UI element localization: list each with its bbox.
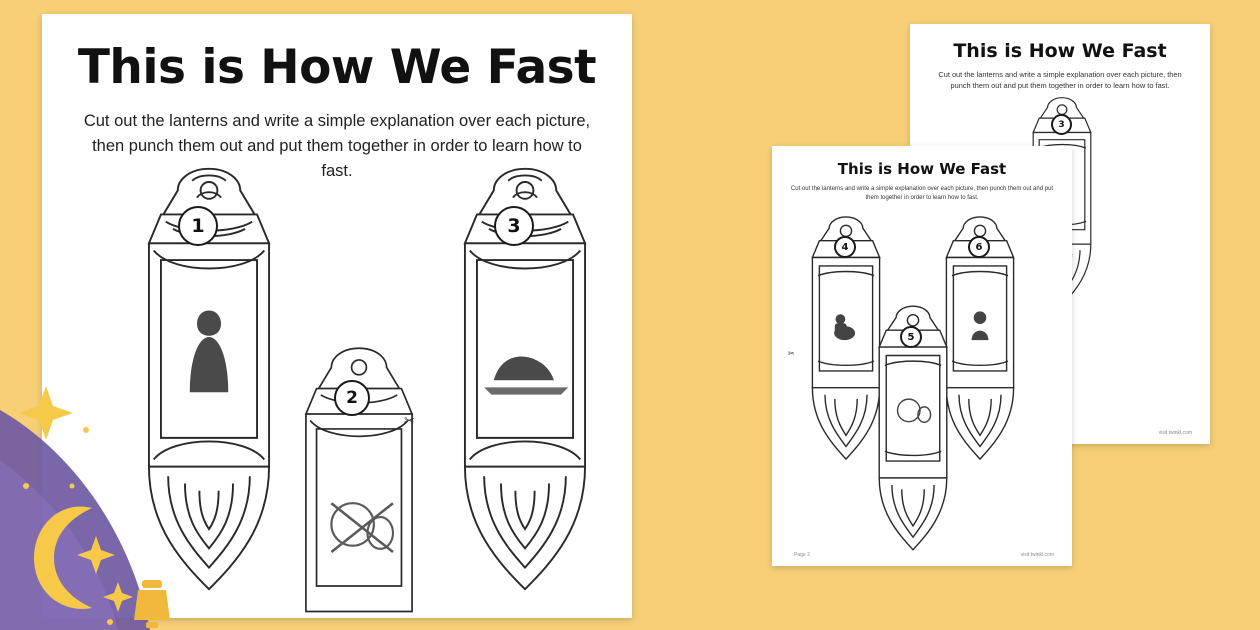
page-title: This is How We Fast: [837, 160, 1007, 178]
lantern-number-badge: 1: [178, 206, 218, 246]
sheet-footer-page: Page 2: [794, 552, 810, 558]
lantern-piece-3[interactable]: [404, 164, 630, 594]
lantern-number-badge: 3: [1051, 114, 1072, 135]
scissors-icon: ✂: [788, 349, 795, 358]
lantern-number-badge: 5: [900, 326, 922, 348]
worksheet-page-1[interactable]: [42, 14, 632, 618]
worksheet-page-2[interactable]: [772, 146, 1072, 566]
scissors-icon: ✂: [404, 413, 415, 428]
lantern-number-badge: 4: [834, 236, 856, 258]
page-instructions: Cut out the lanterns and write a simple explanation over each picture, then punch them out and put them together in order to learn how to fast.: [83, 112, 591, 180]
page-instructions: Cut out the lanterns and write a simple explanation over each picture, then punch them out and put them together in order to learn how to fast.: [938, 70, 1182, 90]
sheet-footer-credit: visit twinkl.com: [1158, 430, 1192, 436]
page-title: This is How We Fast: [77, 40, 597, 95]
lantern-number-badge: 2: [334, 380, 370, 416]
page-instructions: Cut out the lanterns and write a simple explanation over each picture, then punch them out and put them together in order to learn how to fast.: [790, 186, 1054, 201]
lantern-number-badge: 6: [968, 236, 990, 258]
page-title: This is How We Fast: [953, 40, 1167, 62]
lantern-number-badge: 3: [494, 206, 534, 246]
sheet-footer-credit: visit twinkl.com: [1020, 552, 1054, 558]
lantern-piece-5[interactable]: [870, 302, 956, 554]
